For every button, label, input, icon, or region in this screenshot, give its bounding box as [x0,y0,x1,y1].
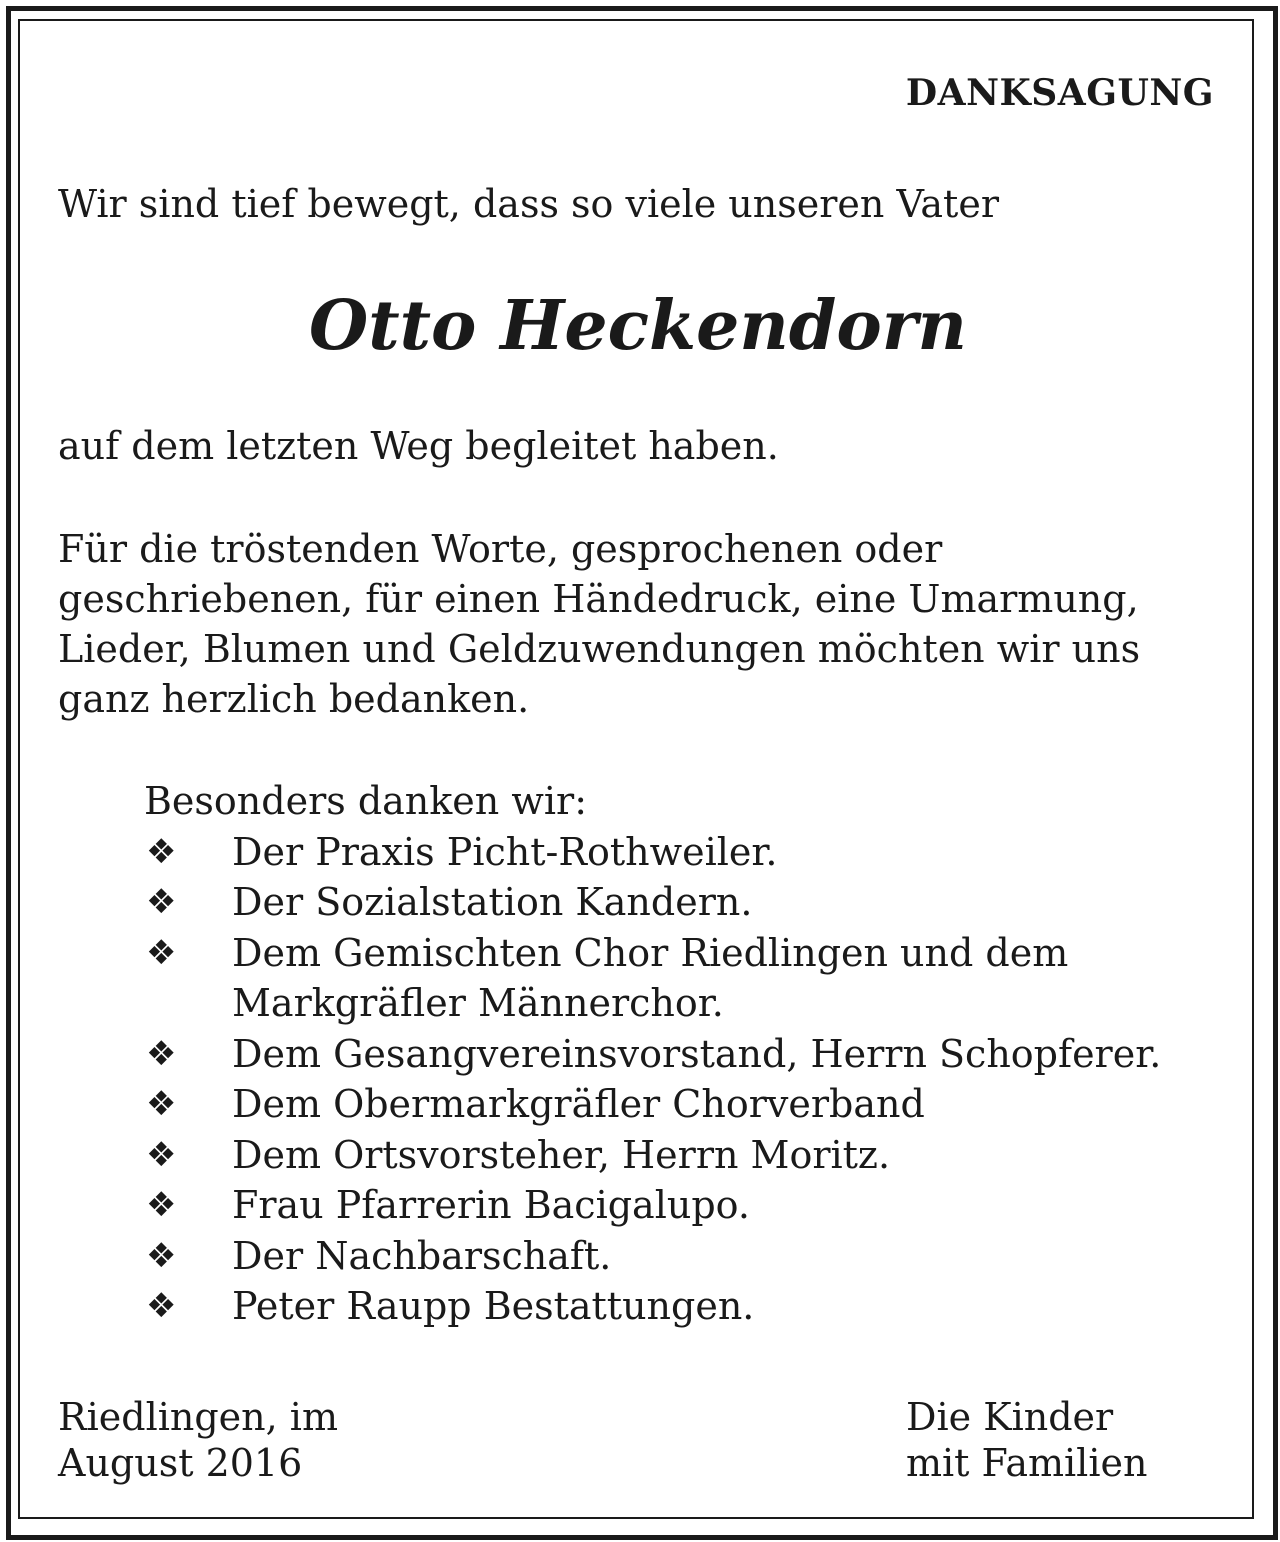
diamond-cross-icon: ❖ [146,1286,177,1326]
date-line: August 2016 [58,1441,303,1485]
list-item [144,1130,1161,1181]
list-item [144,928,1161,1029]
diamond-cross-icon: ❖ [146,882,177,922]
list-item [144,1079,1161,1130]
list-item-text: Dem Gesangvereinsvorstand, Herrn Schopferer. [232,1031,1162,1076]
diamond-cross-icon: ❖ [146,831,177,872]
thanks-paragraph [58,524,1218,724]
thanks-line: Lieder, Blumen und Geldzuwendungen möchten wir uns [58,627,1141,671]
diamond-cross-icon: ❖ [146,1084,177,1124]
thanks-line: geschriebenen, für einen Händedruck, eine Umarmung, [58,577,1139,621]
intro-text: Wir sind tief bewegt, dass so viele unseren Vater [58,182,999,226]
signature-line: Die Kinder [906,1395,1114,1439]
list-item [144,1029,1161,1080]
diamond-cross-icon: ❖ [146,932,177,973]
list-item-text: Dem Gemischten Chor Riedlingen und dem [232,930,1069,975]
diamond-cross-icon: ❖ [146,1185,177,1225]
diamond-cross-icon: ❖ [146,1235,177,1276]
signature [906,1394,1147,1486]
place-date [58,1394,338,1486]
list-item [144,1180,1161,1231]
list-item-text: Dem Obermarkgräfler Chorverband [232,1082,925,1126]
thanks-line: ganz herzlich bedanken. [58,677,530,721]
list-item [144,1231,1161,1282]
deceased-name: Otto Heckendorn [309,286,967,366]
signature-line: mit Familien [906,1441,1148,1485]
thanks-line: Für die tröstenden Worte, gesprochenen oder [58,527,943,571]
place-line: Riedlingen, im [58,1395,338,1439]
list-item-text: Dem Ortsvorsteher, Herrn Moritz. [232,1132,891,1177]
list-item-text: Der Sozialstation Kandern. [232,880,753,924]
list-item [144,1281,1161,1332]
list-item-text: Frau Pfarrerin Bacigalupo. [232,1183,750,1227]
diamond-cross-icon: ❖ [146,1134,177,1175]
list-item-text: Der Praxis Picht-Rothweiler. [232,829,778,874]
notice-heading: DANKSAGUNG [905,72,1214,114]
diamond-cross-icon: ❖ [146,1033,177,1074]
list-item-text: Markgräfler Männerchor. [232,981,724,1025]
list-item-text: Der Nachbarschaft. [232,1233,612,1278]
list-item [144,877,1161,928]
notice-content [58,0,1218,1542]
after-name-text: auf dem letzten Weg begleitet haben. [58,424,779,468]
special-thanks-block [144,776,1161,1332]
special-thanks-title: Besonders danken wir: [144,779,587,823]
list-item-text: Peter Raupp Bestattungen. [232,1284,755,1328]
list-item [144,827,1161,878]
special-thanks-list [144,827,1161,1332]
